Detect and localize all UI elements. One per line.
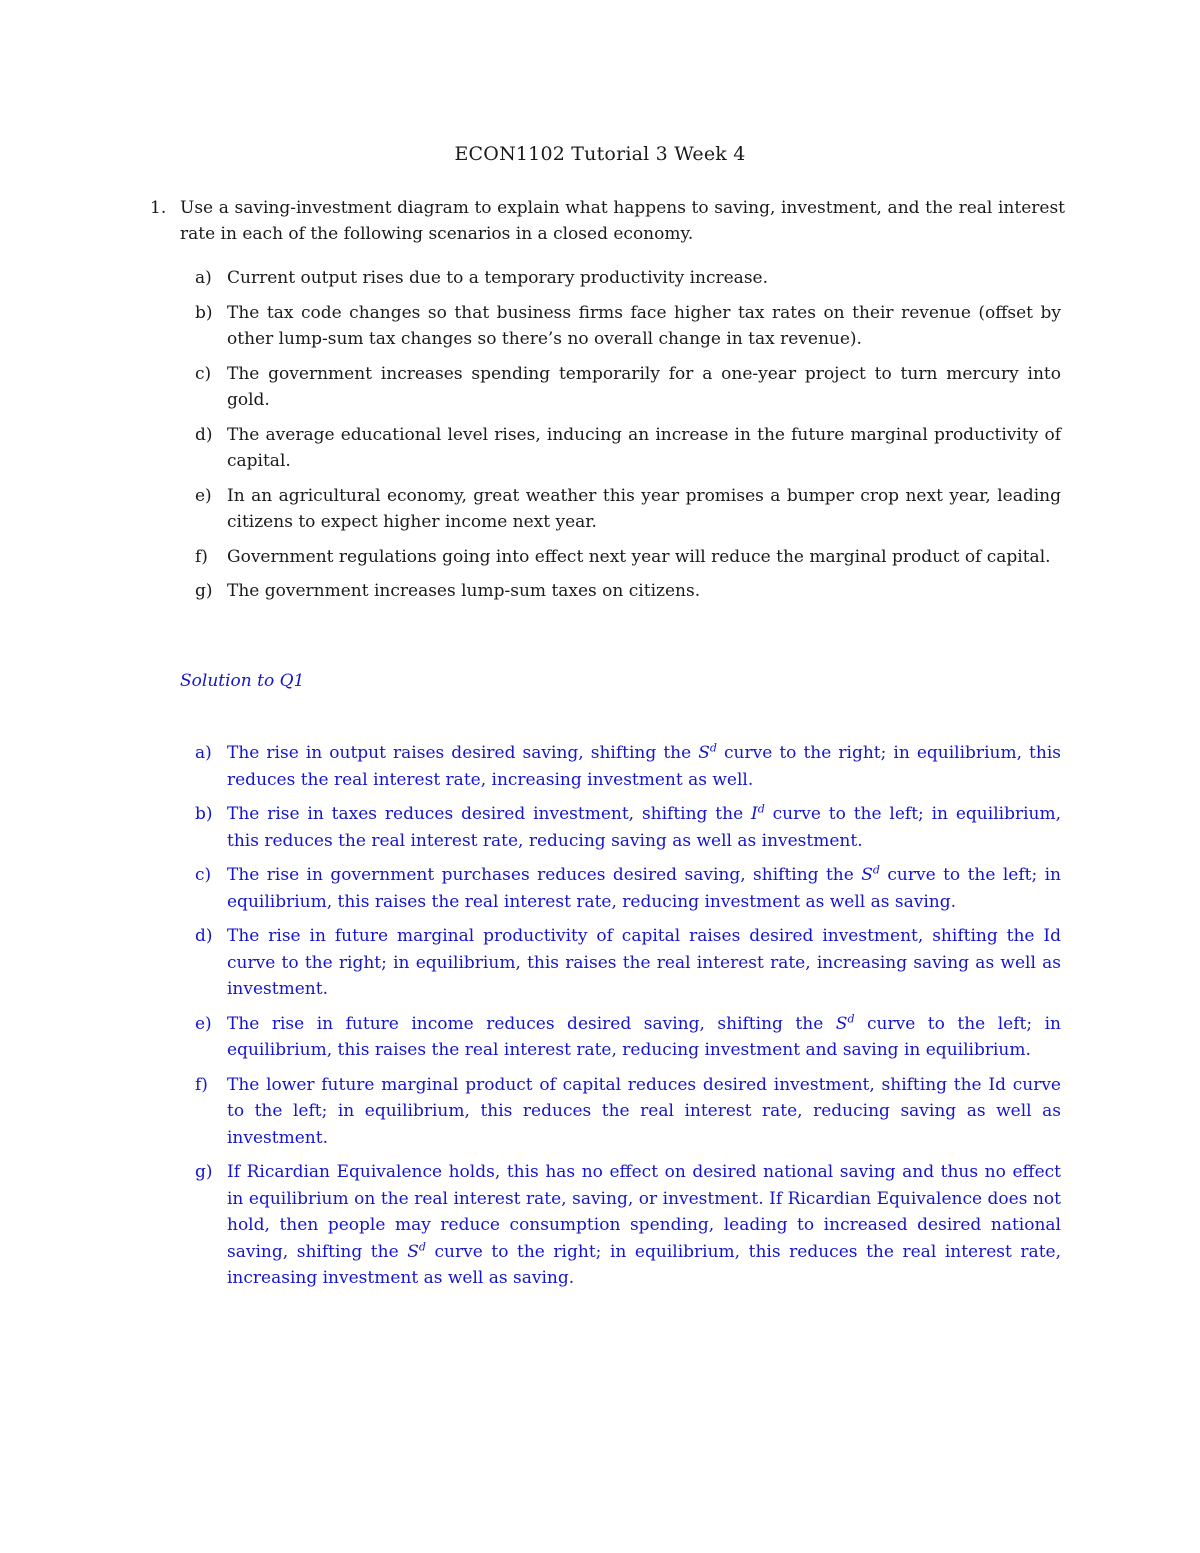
- question-item-f: [195, 544, 1061, 571]
- curve-symbol: S: [407, 1241, 419, 1262]
- item-label: e): [195, 485, 212, 506]
- curve-superscript: d: [847, 1011, 855, 1025]
- solution-item-g: [195, 1159, 1061, 1292]
- item-label: d): [195, 424, 213, 445]
- question-item-e: [195, 483, 1061, 536]
- solution-text-cont: curve to the left; in equilibrium, this raises the real interest rate, reducing investment and saving in equilibrium.: [227, 1013, 1062, 1060]
- curve-symbol: S: [698, 743, 710, 763]
- item-text: The government increases spending temporarily for a one-year project to turn mercury into gold.: [227, 363, 1061, 410]
- solution-item-d: [195, 923, 1061, 1003]
- item-label: e): [195, 1013, 212, 1034]
- item-text: The tax code changes so that business firms face higher tax rates on their revenue (offset by other lump-sum tax changes so there’s no overall change in tax revenue).: [227, 302, 1061, 349]
- solution-item-a: [195, 740, 1061, 793]
- question-item-g: [195, 578, 1061, 605]
- question-item-a: [195, 265, 1061, 292]
- question-1: [150, 195, 1065, 247]
- curve-symbol: I: [751, 804, 758, 824]
- solution-text-cont: curve to the right; in equilibrium, this reduces the real interest rate, increasing investment as well as saving.: [227, 1241, 1061, 1288]
- item-text: In an agricultural economy, great weather this year promises a bumper crop next year, leading citizens to expect higher income next year.: [227, 485, 1061, 532]
- question-items: [195, 265, 1061, 613]
- solution-text: The rise in government purchases reduces desired saving, shifting the: [227, 865, 862, 885]
- solution-text: If Ricardian Equivalence holds, this has no effect on desired national saving and thus no effect in equilibrium on the real interest rate, saving, or investment. If Ricardian Equivalence does not hold, then people may reduce consumption spending, leading to increased desired national saving, shifting the: [227, 1162, 1061, 1262]
- solution-item-b: [195, 801, 1061, 854]
- item-label: b): [195, 804, 213, 824]
- item-label: a): [195, 268, 212, 288]
- item-label: c): [195, 363, 212, 384]
- solution-item-c: [195, 862, 1061, 915]
- item-label: b): [195, 302, 213, 323]
- question-item-c: [195, 361, 1061, 414]
- curve-superscript: d: [418, 1239, 426, 1253]
- item-label: d): [195, 926, 213, 946]
- item-text: Government regulations going into effect next year will reduce the marginal product of capital.: [227, 546, 1051, 567]
- curve-superscript: d: [757, 802, 765, 816]
- curve-symbol: S: [861, 865, 873, 885]
- item-label: f): [195, 546, 208, 567]
- solution-text: The rise in taxes reduces desired investment, shifting the: [227, 804, 752, 824]
- curve-superscript: d: [709, 741, 717, 755]
- item-text: The average educational level rises, inducing an increase in the future marginal productivity of capital.: [227, 424, 1061, 471]
- solution-item-e: [195, 1011, 1061, 1064]
- item-text: The government increases lump-sum taxes on citizens.: [227, 581, 701, 601]
- question-text: Use a saving-investment diagram to explain what happens to saving, investment, and the real interest rate in each of the following scenarios in a closed economy.: [180, 198, 1065, 244]
- solution-item-f: [195, 1072, 1061, 1152]
- item-label: a): [195, 743, 212, 763]
- question-item-b: [195, 300, 1061, 353]
- item-label: f): [195, 1074, 208, 1095]
- document-title: ECON1102 Tutorial 3 Week 4: [454, 143, 746, 165]
- item-label: g): [195, 1162, 213, 1182]
- solution-text: The lower future marginal product of capital reduces desired investment, shifting the Id curve to the left; in equilibrium, this reduces the real interest rate, reducing saving as well as investment.: [227, 1074, 1061, 1148]
- solution-items: [195, 740, 1061, 1300]
- item-text: Current output rises due to a temporary productivity increase.: [227, 268, 769, 288]
- question-item-d: [195, 422, 1061, 475]
- question-number: 1.: [150, 198, 167, 218]
- solution-text-cont: curve to the right; in equilibrium, this reduces the real interest rate, increasing investment as well.: [227, 743, 1061, 790]
- solution-text: The rise in future marginal productivity of capital raises desired investment, shifting the Id curve to the right; in equilibrium, this raises the real interest rate, increasing saving as well as investment.: [227, 926, 1061, 999]
- curve-superscript: d: [872, 863, 880, 877]
- item-label: g): [195, 581, 213, 601]
- solution-text: The rise in output raises desired saving, shifting the: [227, 743, 699, 763]
- item-label: c): [195, 865, 212, 885]
- curve-symbol: S: [835, 1013, 848, 1034]
- solution-text: The rise in future income reduces desired saving, shifting the: [227, 1013, 836, 1034]
- solution-heading: Solution to Q1: [180, 671, 305, 691]
- solution-text-cont: curve to the left; in equilibrium, this reduces the real interest rate, reducing saving as well as investment.: [227, 804, 1061, 851]
- solution-text-cont: curve to the left; in equilibrium, this raises the real interest rate, reducing investment as well as saving.: [227, 865, 1062, 912]
